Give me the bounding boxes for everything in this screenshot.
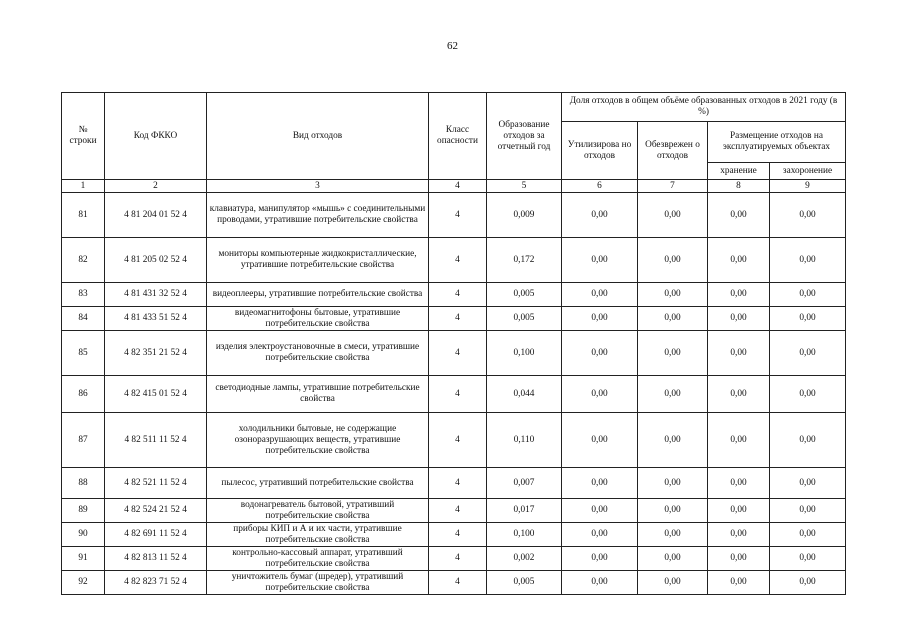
storage-share: 0,00 <box>708 193 770 238</box>
hazard-class: 4 <box>429 413 487 468</box>
row-number: 90 <box>62 523 105 547</box>
neutralized-share: 0,00 <box>638 283 708 307</box>
generated-amount: 0,007 <box>487 468 562 499</box>
burial-share: 0,00 <box>770 571 846 595</box>
waste-name: изделия электроустановочные в смеси, утратившие потребительские свойства <box>207 331 429 376</box>
storage-share: 0,00 <box>708 413 770 468</box>
generated-amount: 0,005 <box>487 571 562 595</box>
row-number: 89 <box>62 499 105 523</box>
fkko-code: 4 81 431 32 52 4 <box>105 283 207 307</box>
column-number: 6 <box>562 180 638 193</box>
fkko-code: 4 82 511 11 52 4 <box>105 413 207 468</box>
utilized-share: 0,00 <box>562 571 638 595</box>
header-share-title: Доля отходов в общем объёме образованных отходов в 2021 году (в %) <box>562 93 846 122</box>
utilized-share: 0,00 <box>562 523 638 547</box>
header-row-no: № строки <box>62 93 105 180</box>
header-neutralized: Обезврежен о отходов <box>638 122 708 180</box>
storage-share: 0,00 <box>708 376 770 413</box>
column-number: 3 <box>207 180 429 193</box>
table-row <box>62 547 846 571</box>
fkko-code: 4 81 433 51 52 4 <box>105 307 207 331</box>
fkko-code: 4 82 691 11 52 4 <box>105 523 207 547</box>
waste-name: приборы КИП и А и их части, утратившие потребительские свойства <box>207 523 429 547</box>
hazard-class: 4 <box>429 283 487 307</box>
column-number-row <box>62 180 846 193</box>
header-hazard-class: Класс опасности <box>429 93 487 180</box>
utilized-share: 0,00 <box>562 307 638 331</box>
page-number: 62 <box>447 40 458 52</box>
table-row <box>62 499 846 523</box>
table-row <box>62 238 846 283</box>
neutralized-share: 0,00 <box>638 307 708 331</box>
generated-amount: 0,100 <box>487 523 562 547</box>
waste-name: мониторы компьютерные жидкокристаллические, утратившие потребительские свойства <box>207 238 429 283</box>
generated-amount: 0,005 <box>487 307 562 331</box>
header-burial: захоронение <box>770 163 846 180</box>
header-waste-type: Вид отходов <box>207 93 429 180</box>
burial-share: 0,00 <box>770 283 846 307</box>
waste-name: видеомагнитофоны бытовые, утратившие потребительские свойства <box>207 307 429 331</box>
neutralized-share: 0,00 <box>638 413 708 468</box>
row-number: 81 <box>62 193 105 238</box>
generated-amount: 0,044 <box>487 376 562 413</box>
column-number: 9 <box>770 180 846 193</box>
utilized-share: 0,00 <box>562 238 638 283</box>
row-number: 86 <box>62 376 105 413</box>
generated-amount: 0,100 <box>487 331 562 376</box>
waste-name: холодильники бытовые, не содержащие озоноразрушающих веществ, утратившие потребительские свойства <box>207 413 429 468</box>
header-utilized: Утилизирова но отходов <box>562 122 638 180</box>
utilized-share: 0,00 <box>562 413 638 468</box>
table-row <box>62 283 846 307</box>
header-fkko-code: Код ФККО <box>105 93 207 180</box>
column-number: 2 <box>105 180 207 193</box>
burial-share: 0,00 <box>770 307 846 331</box>
column-number: 8 <box>708 180 770 193</box>
hazard-class: 4 <box>429 468 487 499</box>
hazard-class: 4 <box>429 307 487 331</box>
burial-share: 0,00 <box>770 413 846 468</box>
fkko-code: 4 82 415 01 52 4 <box>105 376 207 413</box>
hazard-class: 4 <box>429 571 487 595</box>
neutralized-share: 0,00 <box>638 331 708 376</box>
burial-share: 0,00 <box>770 331 846 376</box>
hazard-class: 4 <box>429 499 487 523</box>
row-number: 87 <box>62 413 105 468</box>
utilized-share: 0,00 <box>562 376 638 413</box>
fkko-code: 4 81 204 01 52 4 <box>105 193 207 238</box>
hazard-class: 4 <box>429 547 487 571</box>
burial-share: 0,00 <box>770 547 846 571</box>
burial-share: 0,00 <box>770 499 846 523</box>
header-storage: хранение <box>708 163 770 180</box>
hazard-class: 4 <box>429 238 487 283</box>
table-row <box>62 307 846 331</box>
column-number: 1 <box>62 180 105 193</box>
utilized-share: 0,00 <box>562 331 638 376</box>
neutralized-share: 0,00 <box>638 571 708 595</box>
fkko-code: 4 82 521 11 52 4 <box>105 468 207 499</box>
row-number: 84 <box>62 307 105 331</box>
table-row <box>62 468 846 499</box>
generated-amount: 0,005 <box>487 283 562 307</box>
burial-share: 0,00 <box>770 468 846 499</box>
waste-name: пылесос, утративший потребительские свойства <box>207 468 429 499</box>
burial-share: 0,00 <box>770 238 846 283</box>
waste-name: водонагреватель бытовой, утративший потребительские свойства <box>207 499 429 523</box>
storage-share: 0,00 <box>708 571 770 595</box>
table-row <box>62 523 846 547</box>
waste-table <box>61 92 846 595</box>
row-number: 92 <box>62 571 105 595</box>
row-number: 82 <box>62 238 105 283</box>
utilized-share: 0,00 <box>562 193 638 238</box>
fkko-code: 4 81 205 02 52 4 <box>105 238 207 283</box>
storage-share: 0,00 <box>708 238 770 283</box>
hazard-class: 4 <box>429 376 487 413</box>
generated-amount: 0,172 <box>487 238 562 283</box>
row-number: 83 <box>62 283 105 307</box>
neutralized-share: 0,00 <box>638 376 708 413</box>
generated-amount: 0,002 <box>487 547 562 571</box>
burial-share: 0,00 <box>770 523 846 547</box>
table-row <box>62 193 846 238</box>
row-number: 88 <box>62 468 105 499</box>
column-number: 7 <box>638 180 708 193</box>
row-number: 85 <box>62 331 105 376</box>
waste-name: контрольно-кассовый аппарат, утративший потребительские свойства <box>207 547 429 571</box>
row-number: 91 <box>62 547 105 571</box>
neutralized-share: 0,00 <box>638 499 708 523</box>
neutralized-share: 0,00 <box>638 468 708 499</box>
column-number: 4 <box>429 180 487 193</box>
storage-share: 0,00 <box>708 547 770 571</box>
fkko-code: 4 82 524 21 52 4 <box>105 499 207 523</box>
utilized-share: 0,00 <box>562 283 638 307</box>
table-row <box>62 413 846 468</box>
waste-name: клавиатура, манипулятор «мышь» с соединительными проводами, утратившие потребительские свойства <box>207 193 429 238</box>
table-row <box>62 376 846 413</box>
waste-name: светодиодные лампы, утратившие потребительские свойства <box>207 376 429 413</box>
burial-share: 0,00 <box>770 376 846 413</box>
hazard-class: 4 <box>429 331 487 376</box>
utilized-share: 0,00 <box>562 499 638 523</box>
storage-share: 0,00 <box>708 468 770 499</box>
neutralized-share: 0,00 <box>638 193 708 238</box>
utilized-share: 0,00 <box>562 547 638 571</box>
fkko-code: 4 82 823 71 52 4 <box>105 571 207 595</box>
header-generated: Образование отходов за отчетный год <box>487 93 562 180</box>
generated-amount: 0,110 <box>487 413 562 468</box>
fkko-code: 4 82 351 21 52 4 <box>105 331 207 376</box>
storage-share: 0,00 <box>708 523 770 547</box>
table-row <box>62 571 846 595</box>
utilized-share: 0,00 <box>562 468 638 499</box>
hazard-class: 4 <box>429 523 487 547</box>
fkko-code: 4 82 813 11 52 4 <box>105 547 207 571</box>
generated-amount: 0,009 <box>487 193 562 238</box>
table-row <box>62 331 846 376</box>
generated-amount: 0,017 <box>487 499 562 523</box>
storage-share: 0,00 <box>708 331 770 376</box>
storage-share: 0,00 <box>708 307 770 331</box>
neutralized-share: 0,00 <box>638 238 708 283</box>
neutralized-share: 0,00 <box>638 523 708 547</box>
waste-name: видеоплееры, утратившие потребительские свойства <box>207 283 429 307</box>
burial-share: 0,00 <box>770 193 846 238</box>
waste-name: уничтожитель бумаг (шредер), утративший потребительские свойства <box>207 571 429 595</box>
neutralized-share: 0,00 <box>638 547 708 571</box>
column-number: 5 <box>487 180 562 193</box>
header-placement: Размещение отходов на эксплуатируемых объектах <box>708 122 846 163</box>
hazard-class: 4 <box>429 193 487 238</box>
storage-share: 0,00 <box>708 283 770 307</box>
storage-share: 0,00 <box>708 499 770 523</box>
